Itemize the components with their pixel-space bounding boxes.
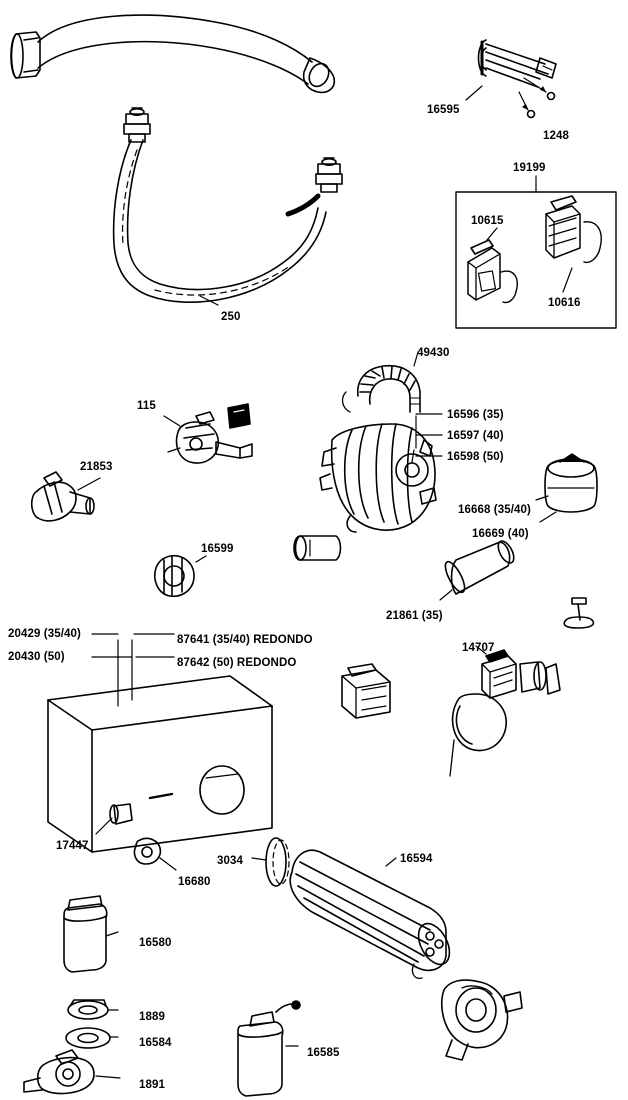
part-label-16594: 16594 [400, 853, 433, 865]
part-label-20430: 20430 (50) [8, 651, 65, 663]
gasket-3034 [252, 838, 289, 886]
grommets [96, 804, 176, 870]
part-label-250: 250 [221, 311, 241, 323]
pulley-16668 [536, 454, 597, 522]
part-label-20429: 20429 (35/40) [8, 628, 81, 640]
part-label-14707: 14707 [462, 642, 495, 654]
part-label-16584: 16584 [139, 1037, 172, 1049]
part-label-19199: 19199 [513, 162, 546, 174]
part-label-10615: 10615 [471, 215, 504, 227]
valve-115 [164, 404, 252, 463]
bushing-16599 [155, 556, 206, 597]
part-label-1889: 1889 [139, 1011, 165, 1023]
part-label-16669: 16669 (40) [472, 528, 529, 540]
stud-part [564, 598, 593, 628]
fitting-21853 [32, 472, 100, 521]
part-label-16596: 16596 (35) [447, 409, 504, 421]
duct-49430 [343, 352, 420, 412]
part-label-49430: 49430 [417, 347, 450, 359]
part-label-1248: 1248 [543, 130, 569, 142]
assembly-box-19199 [456, 176, 616, 328]
part-label-16595: 16595 [427, 104, 460, 116]
element-16595 [466, 40, 556, 118]
cylinder-16585 [238, 1001, 300, 1096]
hose-upper [11, 15, 334, 92]
transformer-block [342, 664, 390, 718]
hose-250 [114, 108, 342, 305]
assembly-1891 [24, 1050, 120, 1093]
part-label-17447: 17447 [56, 840, 89, 852]
washers [66, 1000, 118, 1048]
part-label-16668: 16668 (35/40) [458, 504, 531, 516]
element-16594 [290, 850, 456, 978]
part-label-21853: 21853 [80, 461, 113, 473]
capacitor-21861 [440, 539, 517, 600]
motor-assembly [320, 414, 442, 532]
blower-housing [442, 980, 522, 1060]
part-label-16599: 16599 [201, 543, 234, 555]
part-label-16598: 16598 (50) [447, 451, 504, 463]
part-label-10616: 10616 [548, 297, 581, 309]
part-label-1891: 1891 [139, 1079, 165, 1091]
part-label-87641: 87641 (35/40) REDONDO [177, 634, 313, 646]
part-label-21861: 21861 (35) [386, 610, 443, 622]
part-label-115: 115 [137, 400, 156, 412]
part-label-3034: 3034 [217, 855, 243, 867]
part-label-16597: 16597 (40) [447, 430, 504, 442]
sleeve-part [294, 536, 341, 560]
cylinder-16580 [64, 896, 118, 972]
part-label-87642: 87642 (50) REDONDO [177, 657, 297, 669]
relay-14707 [450, 646, 560, 776]
part-label-16585: 16585 [307, 1047, 340, 1059]
part-label-16680: 16680 [178, 876, 211, 888]
part-label-16580: 16580 [139, 937, 172, 949]
